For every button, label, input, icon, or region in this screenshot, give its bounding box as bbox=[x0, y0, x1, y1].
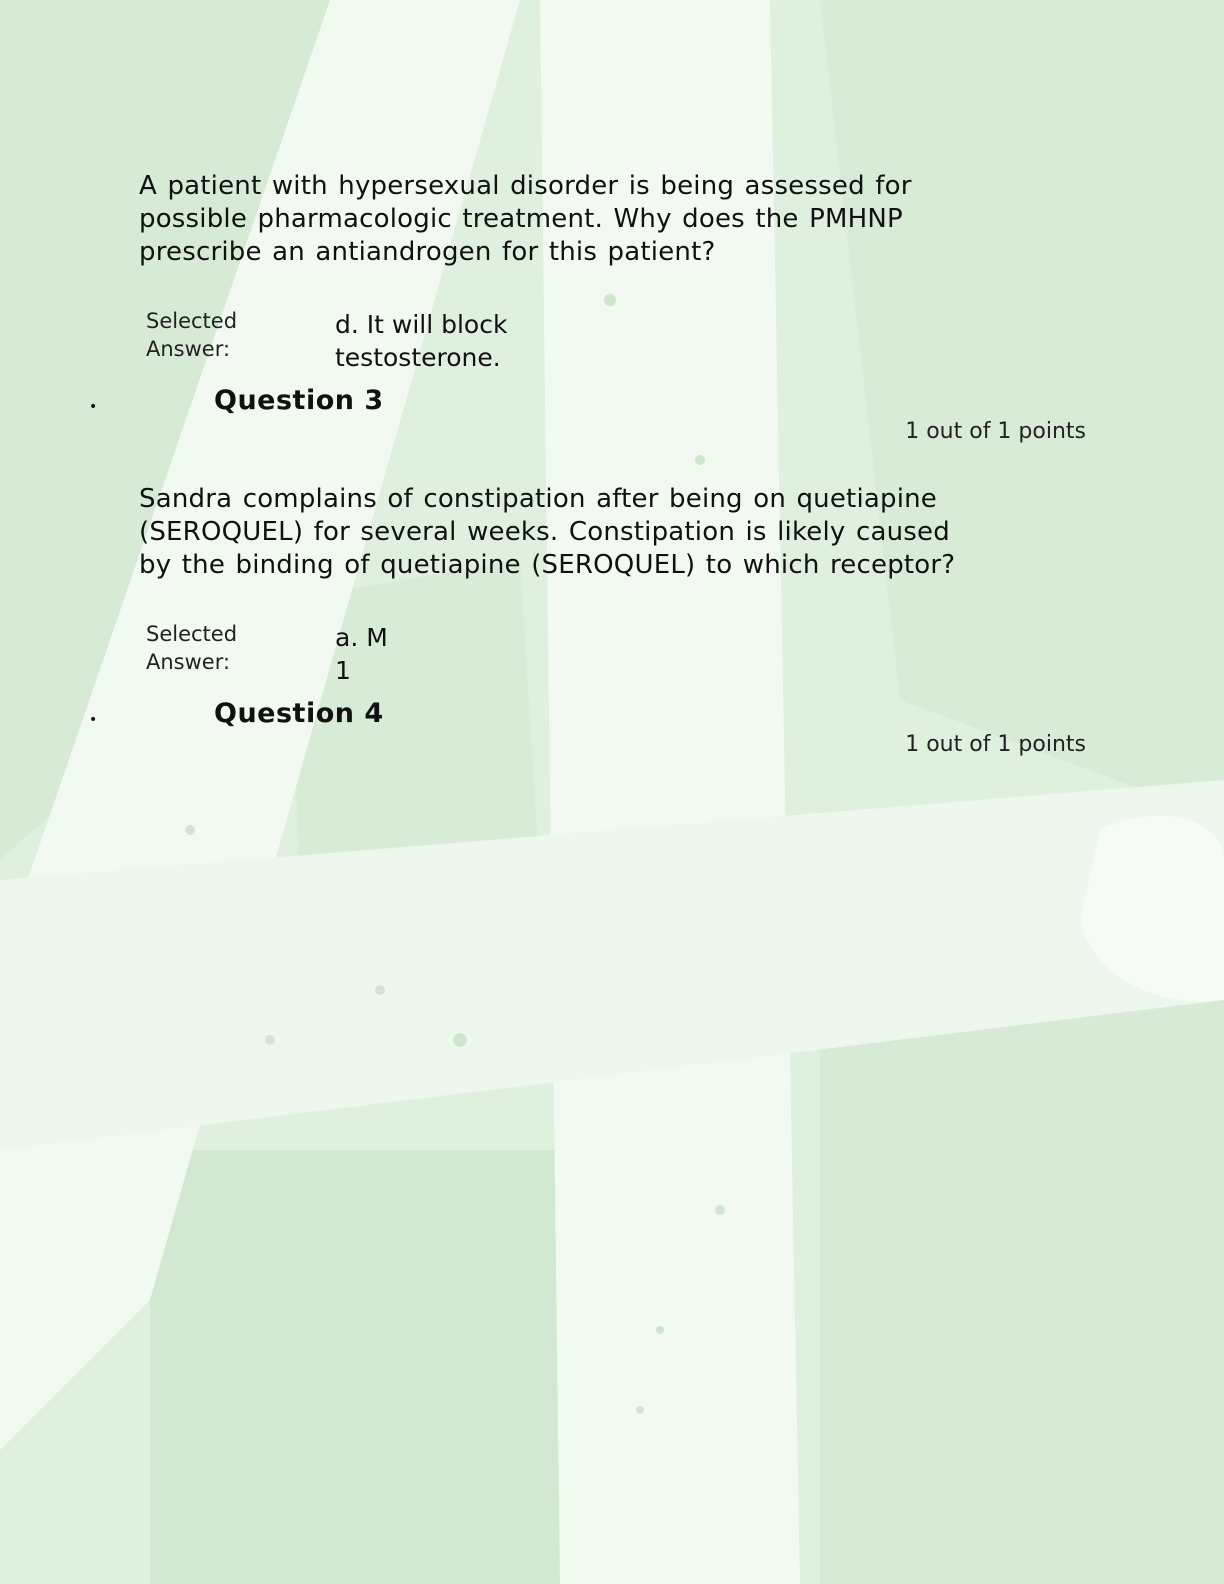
question-4-bullet: • bbox=[89, 712, 98, 728]
question-3-bullet: • bbox=[89, 399, 98, 415]
question-3-heading: Question 3 bbox=[214, 385, 384, 416]
question-3-selected-answer-label: Selected Answer: bbox=[146, 622, 238, 674]
question-4-heading: Question 4 bbox=[214, 698, 384, 729]
question-4-points: 1 out of 1 points bbox=[905, 732, 1086, 757]
question-3-text: Sandra complains of constipation after being on quetiapine (SEROQUEL) for several weeks. Constipation is likely caused by the binding of quetiapine (SEROQUEL) to which receptor? bbox=[139, 484, 956, 580]
question-2-selected-answer-value: d. It will block testosterone. bbox=[335, 310, 508, 372]
question-2-text: A patient with hypersexual disorder is being assessed for possible pharmacologic treatment. Why does the PMHNP prescribe an antiandrogen for this patient? bbox=[139, 171, 912, 267]
question-2-selected-answer-label: Selected Answer: bbox=[146, 309, 238, 361]
question-3-selected-answer-value: a. M 1 bbox=[335, 623, 388, 685]
question-3-points: 1 out of 1 points bbox=[905, 419, 1086, 444]
